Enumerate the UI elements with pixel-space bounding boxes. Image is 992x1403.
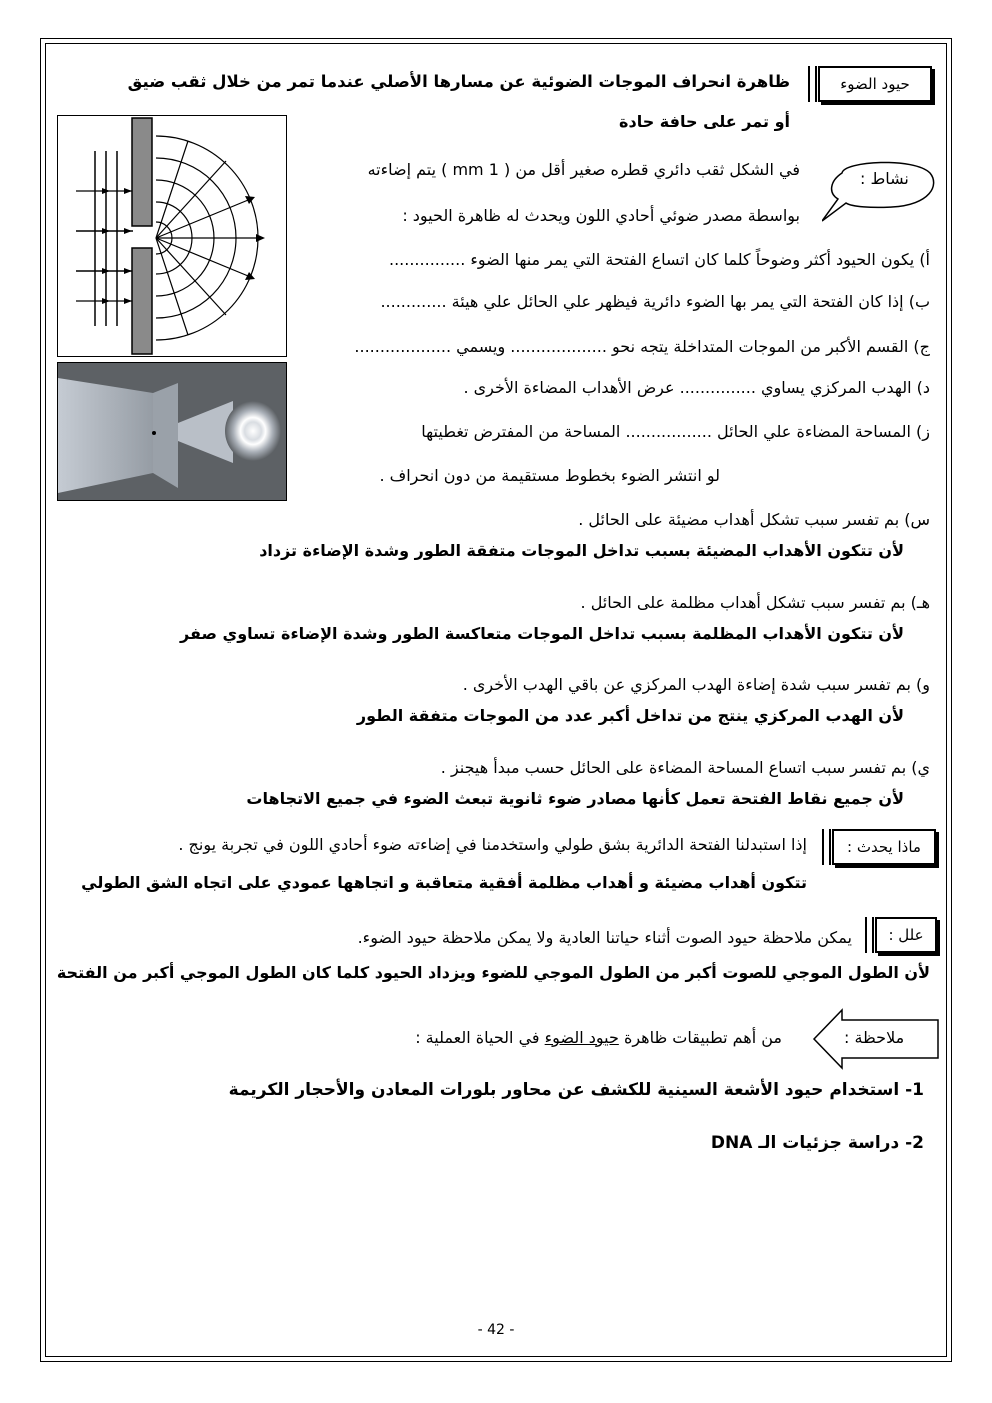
answer-y: لأن جميع نقاط الفتحة تعمل كأنها مصادر ضوء ثانوية تبعث الضوء في جميع الاتجاهات [246, 789, 904, 808]
activity-item-a: أ) يكون الحيود أكثر وضوحاً كلما كان اتساع الفتحة التي يمر منها الضوء ............... [389, 250, 930, 269]
activity-item-z-2: لو انتشر الضوء بخطوط مستقيمة من دون انحراف . [379, 466, 720, 485]
page-number: - 42 - [477, 1322, 515, 1338]
answer-s: لأن تتكون الأهداب المضيئة بسبب تداخل الموجات متفقة الطور وشدة الإضاءة تزداد [259, 541, 904, 560]
explain-label: علل : [888, 926, 924, 944]
note-arrow [812, 1008, 940, 1070]
question-s: س) بم تفسر سبب تشكل أهداب مضيئة على الحائل . [578, 510, 930, 529]
what-happens-question: إذا استبدلنا الفتحة الدائرية بشق طولي واستخدمنا في إضاءته ضوء أحادي اللون في تجربة يونج . [178, 835, 807, 854]
definition-line-1: ظاهرة انحراف الموجات الضوئية عن مسارها الأصلي عندما تمر من خلال ثقب ضيق [127, 72, 790, 91]
note-label: ملاحظة : [844, 1028, 905, 1047]
what-happens-label: ماذا يحدث : [847, 838, 921, 856]
explain-question: يمكن ملاحظة حيود الصوت أثناء حياتنا العادية ولا يمكن ملاحظة حيود الضوء. [357, 928, 852, 947]
explain-answer: لأن الطول الموجي للصوت أكبر من الطول الموجي للضوء ويزداد الحيود كلما كان الطول الموجي أكبر من الفتحة [56, 963, 930, 982]
activity-item-d: د) الهدب المركزي يساوي ............... عرض الأهداب المضاءة الأخرى . [463, 378, 930, 397]
light-beam-illustration [58, 363, 286, 500]
activity-item-b: ب) إذا كان الفتحة التي يمر بها الضوء دائرية فيظهر علي الحائل علي هيئة ............. [380, 292, 930, 311]
diffraction-pattern-photo [57, 362, 287, 501]
activity-label: نشاط : [860, 169, 909, 188]
definition-line-2: أو تمر على حافة حادة [619, 112, 790, 131]
note-text-underlined: حيود الضوء [544, 1028, 619, 1047]
activity-intro-line-1: في الشكل ثقب دائري قطره صغير أقل من ( 1 mm ) يتم إضاءته [367, 160, 800, 179]
diffraction-wave-figure [57, 115, 287, 357]
answer-h: لأن تتكون الأهداب المظلمة بسبب تداخل الموجات متعاكسة الطور وشدة الإضاءة تساوي صفر [180, 624, 904, 643]
speech-bubble-shape [822, 155, 937, 230]
question-h: هـ) بم تفسر سبب تشكل أهداب مظلمة على الحائل . [580, 593, 930, 612]
title-label: حيود الضوء [840, 75, 910, 93]
what-happens-label-box [832, 829, 936, 865]
question-y: ي) بم تفسر سبب اتساع المساحة المضاءة على الحائل حسب مبدأ هيجنز . [440, 758, 930, 777]
application-2: 2- دراسة جزئيات الـ DNA [710, 1133, 924, 1153]
note-text-post: في الحياة العملية : [415, 1028, 540, 1047]
what-happens-answer: تتكون أهداب مضيئة و أهداب مظلمة أفقية متعاقبة و اتجاهها عمودي على اتجاه الشق الطولي [81, 873, 807, 892]
note-text-pre: من أهم تطبيقات ظاهرة [623, 1028, 782, 1047]
application-1: 1- استخدام حيود الأشعة السينية للكشف عن محاور بلورات المعادن والأحجار الكريمة [228, 1080, 924, 1100]
activity-bubble [822, 155, 937, 215]
explain-label-box [875, 917, 937, 953]
activity-item-z-1: ز) المساحة المضاءة علي الحائل ................. المساحة من المفترض تغطيتها [421, 422, 930, 441]
answer-w: لأن الهدب المركزي ينتج من تداخل أكبر عدد من الموجات متفقة الطور [356, 706, 904, 725]
activity-intro-line-2: بواسطة مصدر ضوئي أحادي اللون ويحدث له ظاهرة الحيود : [402, 206, 800, 225]
title-label-box [818, 66, 932, 102]
activity-item-c: ج) القسم الأكبر من الموجات المتداخلة يتجه نحو ................... ويسمي ................... [354, 337, 930, 356]
diffraction-wave-diagram [58, 116, 286, 356]
note-text [415, 1028, 782, 1047]
question-w: و) بم تفسر سبب شدة إضاءة الهدب المركزي عن باقي الهدب الأخرى . [462, 675, 930, 694]
